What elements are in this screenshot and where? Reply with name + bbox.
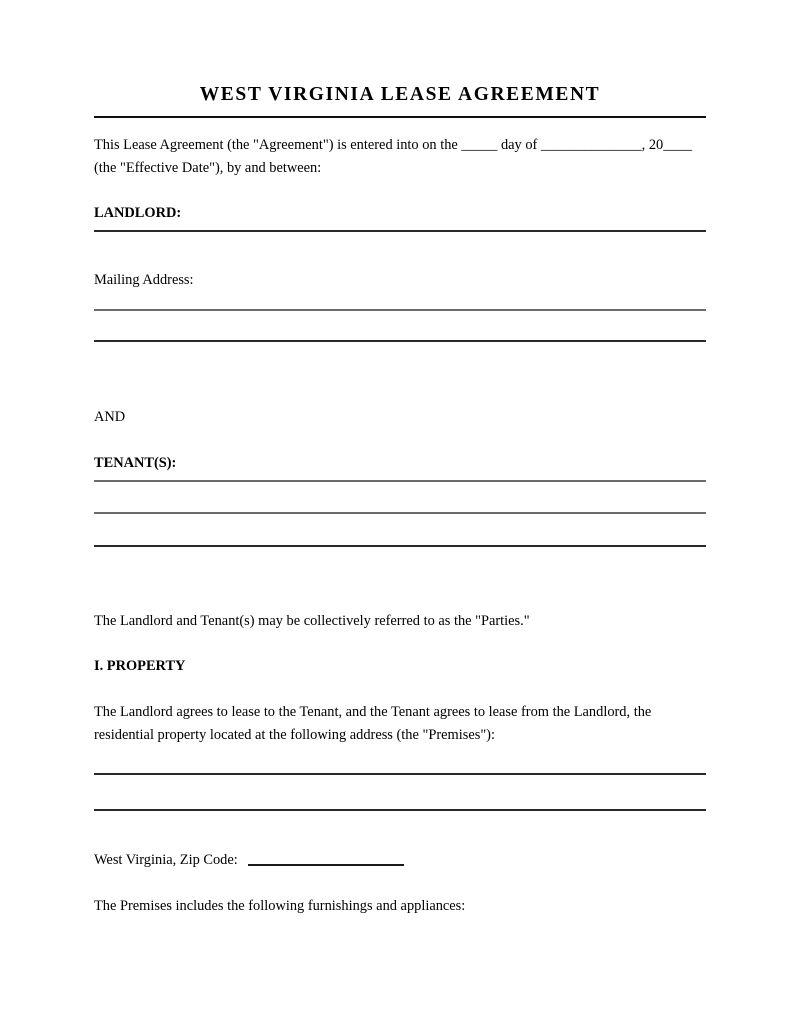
tenant-name-blank-1[interactable] — [94, 480, 706, 482]
zip-code-blank[interactable] — [248, 864, 404, 866]
landlord-heading: LANDLORD: — [94, 205, 182, 221]
mailing-address-blank-2[interactable] — [94, 340, 706, 342]
section-i-heading: I. PROPERTY — [94, 658, 186, 674]
page-title: WEST VIRGINIA LEASE AGREEMENT — [199, 84, 601, 105]
mailing-address-label: Mailing Address: — [94, 272, 194, 288]
property-line-1: The Landlord agrees to lease to the Tenant, and the Tenant agrees to lease from the Landlord, the — [94, 704, 652, 720]
tenant-name-blank-3[interactable] — [94, 545, 706, 547]
premises-address-blank-2[interactable] — [94, 809, 706, 811]
and-label: AND — [94, 409, 126, 425]
mailing-address-blank-1[interactable] — [94, 309, 706, 311]
intro-line-1: This Lease Agreement (the "Agreement") is entered into on the _____ day of ______________, 20____ — [94, 137, 693, 153]
premises-address-blank-1[interactable] — [94, 773, 706, 775]
state-zip-label: West Virginia, Zip Code: — [94, 852, 238, 868]
furnishings-sentence: The Premises includes the following furnishings and appliances: — [94, 898, 466, 914]
tenant-heading: TENANT(S): — [94, 455, 177, 471]
tenant-name-blank-2[interactable] — [94, 512, 706, 514]
parties-sentence: The Landlord and Tenant(s) may be collectively referred to as the "Parties." — [94, 613, 530, 629]
property-line-2: residential property located at the following address (the "Premises"): — [94, 727, 495, 743]
intro-line-2: (the "Effective Date"), by and between: — [94, 160, 322, 176]
title-divider — [94, 116, 706, 118]
landlord-name-blank[interactable] — [94, 230, 706, 232]
